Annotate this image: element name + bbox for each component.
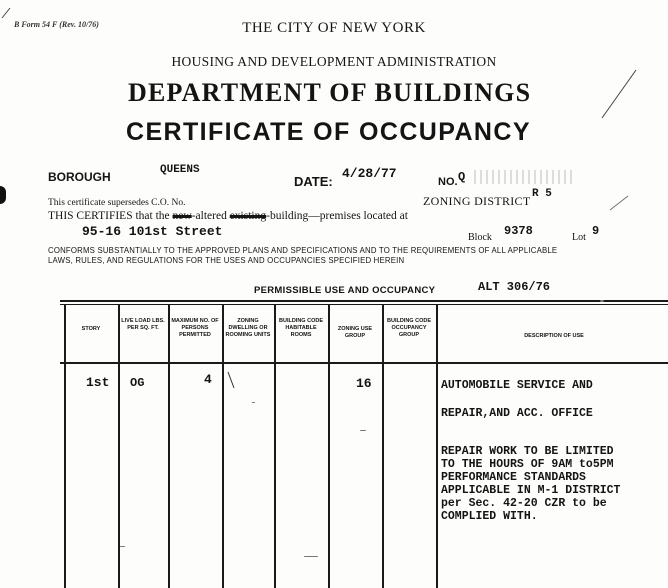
struck-existing: existing — [229, 210, 267, 222]
lot-label: Lot — [572, 232, 586, 243]
column-divider — [328, 304, 330, 588]
date-label: DATE: — [294, 174, 333, 189]
column-header-habitable-rooms: BUILDING CODE HABITABLE ROOMS — [279, 318, 323, 338]
supersedes-text: This certificate supersedes C.O. No. — [48, 198, 186, 208]
scan-speck — [360, 430, 366, 431]
department-heading: DEPARTMENT OF BUILDINGS — [128, 78, 532, 107]
column-divider — [274, 304, 276, 588]
scan-speck — [304, 556, 318, 557]
column-divider — [168, 304, 170, 588]
date-value: 4/28/77 — [342, 166, 397, 181]
note-line: PERFORMANCE STANDARDS — [441, 471, 586, 484]
struck-new: new — [172, 210, 192, 222]
column-header-description: DESCRIPTION OF USE — [524, 333, 584, 339]
conforms-line-2: LAWS, RULES, AND REGULATIONS FOR THE USES AND OCCUPANCIES SPECIFIED HEREIN — [48, 256, 405, 265]
certifies-text: THIS CERTIFIES that the — [48, 210, 170, 222]
column-header-story: STORY — [81, 326, 101, 332]
borough-value: QUEENS — [160, 164, 200, 176]
form-number: B Form 54 F (Rev. 10/76) — [14, 20, 99, 29]
column-header-zoning-use-group: ZONING USE GROUP — [337, 326, 373, 339]
column-header-dwelling-units: ZONING DWELLING OR ROOMING UNITS — [225, 318, 271, 338]
conforms-line-1: CONFORMS SUBSTANTIALLY TO THE APPROVED PLANS AND SPECIFICATIONS AND TO THE REQUIREMENTS OF ALL APPLICABLE — [48, 246, 558, 255]
note-line: REPAIR WORK TO BE LIMITED — [441, 445, 614, 458]
administration-heading: HOUSING AND DEVELOPMENT ADMINISTRATION — [171, 54, 497, 69]
premises-address: 95-16 101st Street — [82, 224, 223, 239]
description-line-1: AUTOMOBILE SERVICE AND — [441, 379, 593, 392]
alteration-number: ALT 306/76 — [478, 280, 551, 294]
note-line: COMPLIED WITH. — [441, 510, 538, 523]
description-line-2: REPAIR,AND ACC. OFFICE — [441, 407, 593, 420]
column-header-live-load: LIVE LOAD LBS. PER SQ. FT. — [121, 318, 165, 331]
city-heading: THE CITY OF NEW YORK — [242, 20, 426, 36]
note-line: per Sec. 42-20 CZR to be — [441, 497, 607, 510]
cell-story: 1st — [86, 375, 110, 390]
table-top-rule-inner — [60, 304, 668, 305]
building-text: -building—premises located at — [266, 210, 408, 222]
block-value: 9378 — [504, 224, 533, 238]
cell-live-load: OG — [130, 376, 145, 390]
scan-speck — [600, 300, 604, 302]
column-header-occupancy-group: BUILDING CODE OCCUPANCY GROUP — [387, 318, 431, 338]
column-header-max-persons: MAXIMUM NO. OF PERSONS PERMITTED — [171, 318, 219, 338]
note-line: APPLICABLE IN M-1 DISTRICT — [441, 484, 621, 497]
lot-value: 9 — [592, 224, 600, 238]
table-header-rule — [60, 362, 668, 364]
faded-number-stamp — [474, 170, 574, 184]
table-top-rule — [60, 300, 668, 302]
number-label: NO. — [438, 176, 458, 188]
scan-speck — [252, 402, 255, 403]
certifies-line — [48, 210, 408, 222]
zoning-label: ZONING DISTRICT — [423, 194, 531, 208]
zoning-value: R 5 — [532, 188, 552, 200]
cell-zoning-use-group: 16 — [356, 376, 372, 391]
number-value: Q — [458, 170, 466, 184]
table-border-left — [64, 304, 66, 588]
document-title: CERTIFICATE OF OCCUPANCY — [126, 118, 531, 146]
scan-speck — [120, 546, 125, 547]
cell-max-persons: 4 — [204, 372, 212, 387]
block-label: Block — [468, 232, 492, 243]
column-divider — [382, 304, 384, 588]
altered-text: -altered — [191, 210, 227, 222]
borough-label: BOROUGH — [48, 170, 111, 184]
note-line: TO THE HOURS OF 9AM to5PM — [441, 458, 614, 471]
column-divider — [436, 304, 438, 588]
table-title: PERMISSIBLE USE AND OCCUPANCY — [254, 285, 436, 296]
column-divider — [222, 304, 224, 588]
